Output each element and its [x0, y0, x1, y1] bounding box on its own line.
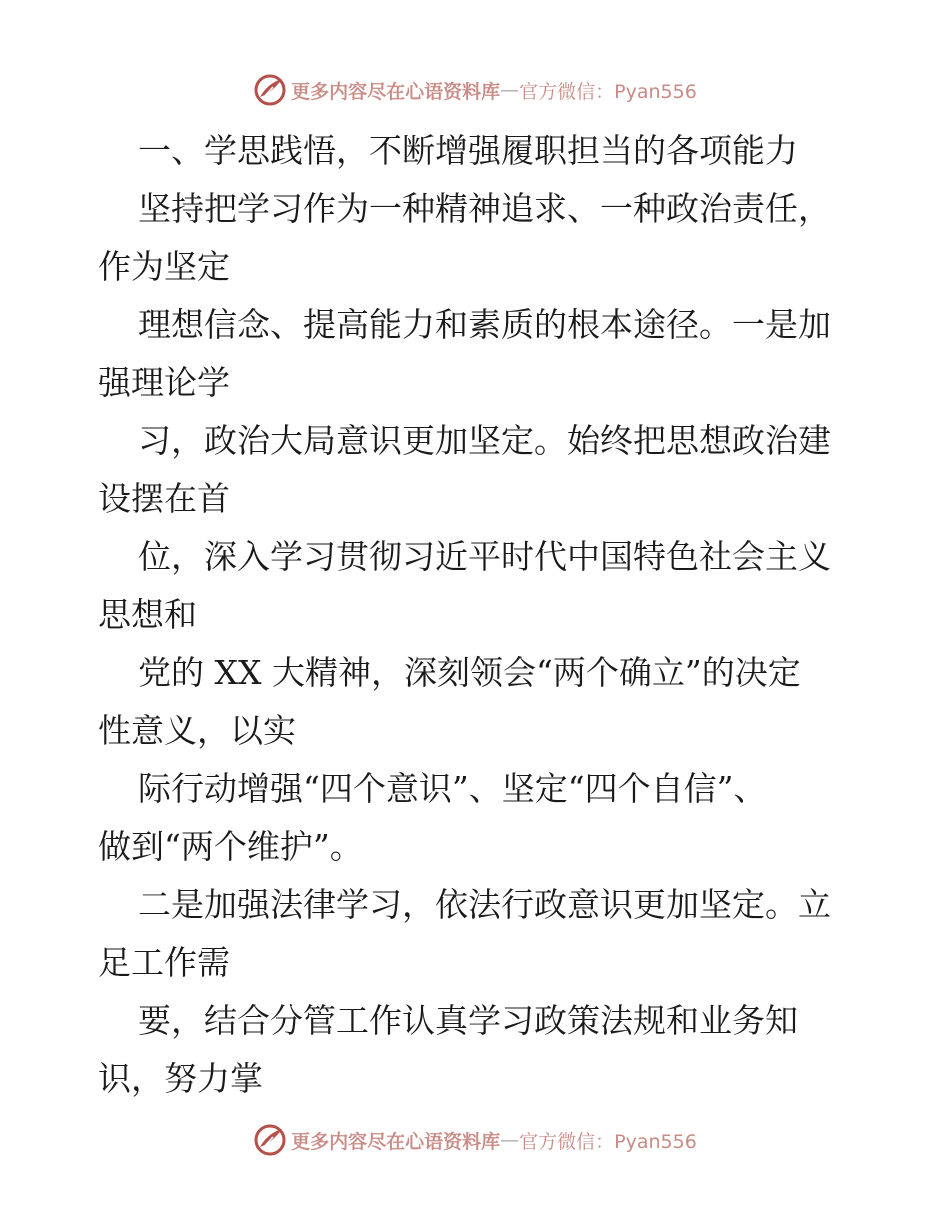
- header-banner: [0, 70, 950, 110]
- text-line: 作为坚定: [98, 247, 230, 286]
- text-line: 强理论学: [98, 363, 230, 402]
- text-line: 性意义，以实: [98, 711, 296, 750]
- footer-banner: [0, 1120, 950, 1160]
- text-line: 设摆在首: [98, 479, 230, 518]
- banner-dash: —: [500, 1129, 520, 1151]
- text-line: 思想和: [98, 595, 197, 634]
- text-line: 理想信念、提高能力和素质的根本途径。一是加: [138, 305, 831, 344]
- text-line: 一、学思践悟，不断增强履职担当的各项能力: [138, 131, 798, 170]
- text-line: 识，努力掌: [98, 1059, 263, 1098]
- text-line: 坚持把学习作为一种精神追求、一种政治责任，: [138, 189, 831, 228]
- document-body: [98, 122, 858, 1108]
- banner-text: 更多内容尽在心语资料库: [291, 80, 501, 103]
- text-line: 足工作需: [98, 943, 230, 982]
- banner-wechat: 官方微信：Pyan556: [519, 80, 697, 103]
- banner-text: 更多内容尽在心语资料库: [291, 1130, 501, 1153]
- text-line: 党的 XX 大精神，深刻领会“两个确立”的决定: [138, 653, 801, 692]
- text-line: 要，结合分管工作认真学习政策法规和业务知: [138, 1001, 798, 1040]
- banner-dash: —: [500, 79, 520, 101]
- quill-logo-icon: [253, 73, 287, 107]
- text-line: 做到“两个维护”。: [98, 827, 363, 866]
- text-line: 际行动增强“四个意识”、坚定“四个自信”、: [138, 769, 767, 808]
- quill-logo-icon: [253, 1123, 287, 1157]
- text-line: 二是加强法律学习，依法行政意识更加坚定。立: [138, 885, 831, 924]
- text-line: 位，深入学习贯彻习近平时代中国特色社会主义: [138, 537, 831, 576]
- banner-wechat: 官方微信：Pyan556: [519, 1130, 697, 1153]
- text-line: 习，政治大局意识更加坚定。始终把思想政治建: [138, 421, 831, 460]
